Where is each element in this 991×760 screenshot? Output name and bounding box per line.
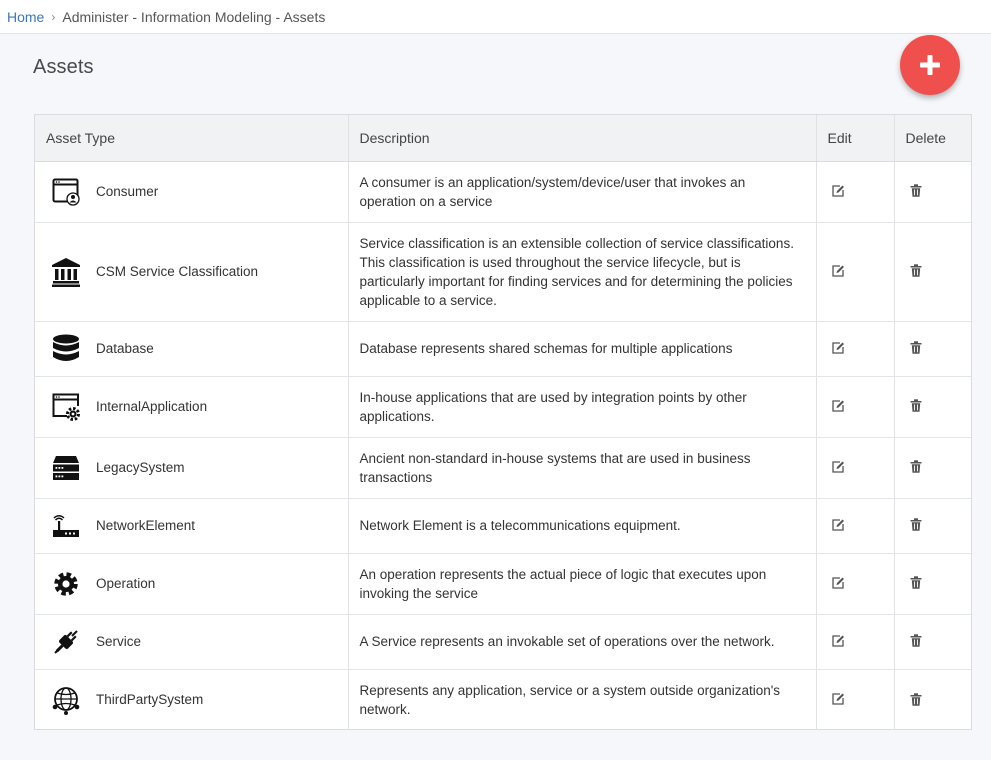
table-row	[35, 376, 971, 437]
table-row	[35, 222, 971, 321]
asset-description: Network Element is a telecommunications equipment.	[348, 498, 816, 553]
router-icon	[51, 511, 81, 541]
edit-icon[interactable]	[830, 633, 846, 649]
asset-description: Database represents shared schemas for multiple applications	[348, 321, 816, 376]
edit-icon[interactable]	[830, 340, 846, 356]
header-edit: Edit	[816, 115, 894, 161]
asset-type-name: Database	[96, 341, 154, 356]
database-icon	[51, 334, 81, 364]
asset-description: Service classification is an extensible collection of service classifications. This classification is used throughout the service lifecycle, but is particularly important for finding services and for determining the policies applicable to a service.	[348, 222, 816, 321]
asset-type-cell	[35, 222, 348, 321]
edit-icon[interactable]	[830, 517, 846, 533]
asset-description: Ancient non-standard in-house systems that are used in business transactions	[348, 437, 816, 498]
edit-cell	[816, 222, 894, 321]
plus-icon	[920, 55, 940, 75]
breadcrumb-separator: ›	[51, 9, 56, 24]
delete-cell	[894, 222, 971, 321]
table-row	[35, 321, 971, 376]
delete-cell	[894, 321, 971, 376]
table-row	[35, 161, 971, 222]
asset-type-name: Service	[96, 634, 142, 649]
header-asset-type[interactable]: Asset Type	[35, 115, 348, 161]
table-row	[35, 498, 971, 553]
asset-type-name: InternalApplication	[96, 399, 208, 414]
table-row	[35, 614, 971, 669]
edit-icon[interactable]	[830, 398, 846, 414]
asset-type-name: LegacySystem	[96, 460, 185, 475]
asset-type-cell	[35, 161, 348, 222]
trash-icon[interactable]	[908, 691, 924, 707]
asset-description: A consumer is an application/system/device/user that invokes an operation on a service	[348, 161, 816, 222]
asset-type-name: Operation	[96, 576, 156, 591]
asset-type-name: NetworkElement	[96, 518, 196, 533]
edit-cell	[816, 498, 894, 553]
delete-cell	[894, 376, 971, 437]
globe-network-icon	[51, 685, 81, 715]
asset-type-cell	[35, 321, 348, 376]
edit-cell	[816, 614, 894, 669]
app-window-gear-icon	[51, 392, 81, 422]
delete-cell	[894, 437, 971, 498]
asset-description: An operation represents the actual piece of logic that executes upon invoking the service	[348, 553, 816, 614]
breadcrumb-home-link[interactable]: Home	[7, 8, 45, 25]
trash-icon[interactable]	[908, 575, 924, 591]
asset-type-name: CSM Service Classification	[96, 264, 259, 279]
table-row	[35, 553, 971, 614]
header-delete: Delete	[894, 115, 971, 161]
trash-icon[interactable]	[908, 340, 924, 356]
page-title: Assets	[33, 56, 94, 78]
table-header-row	[35, 115, 971, 161]
asset-type-cell	[35, 553, 348, 614]
delete-cell	[894, 161, 971, 222]
trash-icon[interactable]	[908, 183, 924, 199]
delete-cell	[894, 553, 971, 614]
edit-cell	[816, 553, 894, 614]
table-row	[35, 669, 971, 730]
trash-icon[interactable]	[908, 263, 924, 279]
server-icon	[51, 453, 81, 483]
edit-icon[interactable]	[830, 691, 846, 707]
edit-cell	[816, 437, 894, 498]
edit-cell	[816, 669, 894, 730]
edit-icon[interactable]	[830, 183, 846, 199]
asset-type-name: ThirdPartySystem	[96, 692, 204, 708]
header-description[interactable]: Description	[348, 115, 816, 161]
edit-icon[interactable]	[830, 459, 846, 475]
edit-cell	[816, 321, 894, 376]
asset-type-name: Consumer	[96, 184, 159, 199]
breadcrumb	[0, 0, 991, 34]
asset-type-cell	[35, 376, 348, 437]
assets-table	[34, 114, 972, 730]
consumer-icon	[51, 177, 81, 207]
asset-description: A Service represents an invokable set of operations over the network.	[348, 614, 816, 669]
edit-cell	[816, 161, 894, 222]
bank-icon	[51, 257, 81, 287]
edit-icon[interactable]	[830, 575, 846, 591]
plug-icon	[51, 627, 81, 657]
delete-cell	[894, 498, 971, 553]
trash-icon[interactable]	[908, 459, 924, 475]
edit-icon[interactable]	[830, 263, 846, 279]
asset-type-cell	[35, 498, 348, 553]
asset-type-cell	[35, 669, 348, 730]
edit-cell	[816, 376, 894, 437]
asset-type-cell	[35, 437, 348, 498]
trash-icon[interactable]	[908, 517, 924, 533]
delete-cell	[894, 669, 971, 730]
delete-cell	[894, 614, 971, 669]
breadcrumb-current: Administer - Information Modeling - Assets	[62, 8, 326, 25]
asset-description: Represents any application, service or a system outside organization's network.	[348, 669, 816, 730]
trash-icon[interactable]	[908, 398, 924, 414]
trash-icon[interactable]	[908, 633, 924, 649]
asset-type-cell	[35, 614, 348, 669]
table-row	[35, 437, 971, 498]
gear-icon	[51, 569, 81, 599]
add-asset-button[interactable]	[900, 35, 960, 95]
asset-description: In-house applications that are used by integration points by other applications.	[348, 376, 816, 437]
